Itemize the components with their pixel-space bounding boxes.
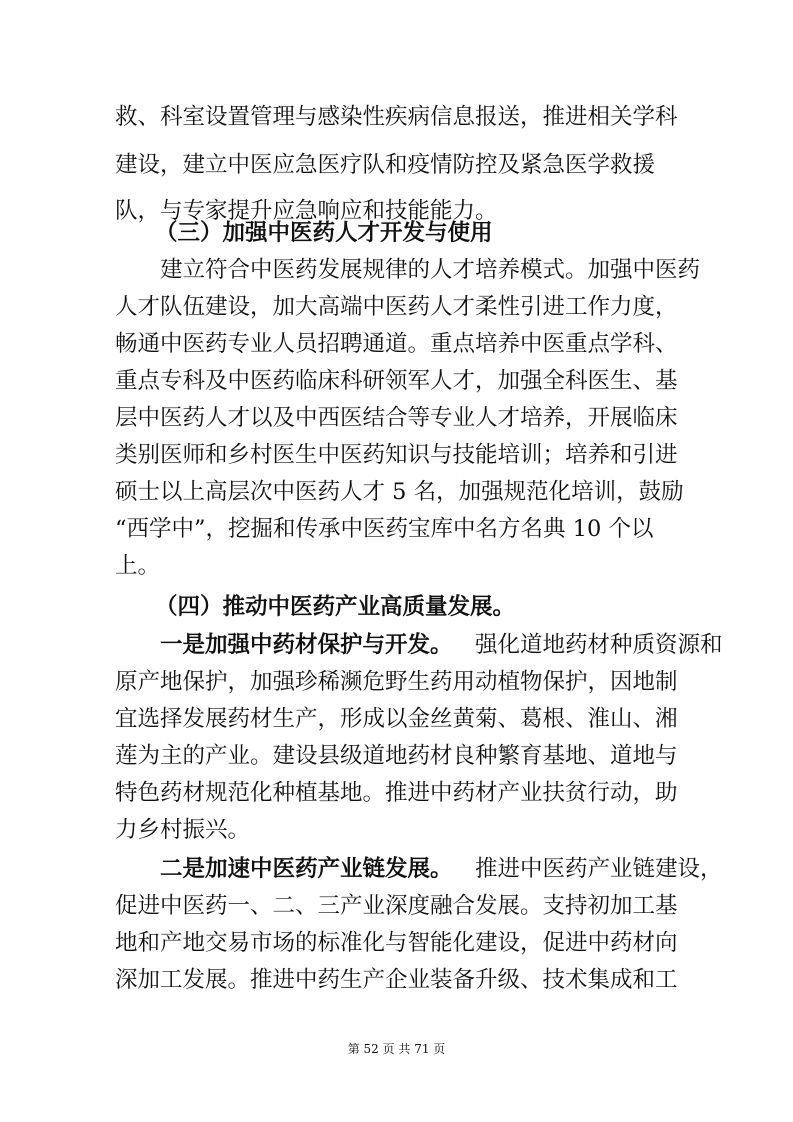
paragraph-2-first-line: 二是加速中医药产业链发展。 推进中医药产业链建设， <box>0 850 793 888</box>
body-text-line: 促进中医药一、二、三产业深度融合发展。支持初加工基 <box>115 893 678 919</box>
body-text-line: 特色药材规范化种植基地。推进中药材产业扶贫行动，助 <box>115 780 678 806</box>
body-text-line: 层中医药人才以及中西医结合等专业人才培养，开展临床 <box>115 405 678 431</box>
body-text-line: 人才队伍建设，加大高端中医药人才柔性引进工作力度， <box>115 294 678 320</box>
body-text-line: 地和产地交易市场的标准化与智能化建设，促进中药材向 <box>115 930 678 956</box>
body-text-line: 深加工发展。推进中药生产企业装备升级、技术集成和工 <box>115 967 678 993</box>
section-heading-3: （三）加强中医药人才开发与使用 <box>155 220 493 246</box>
body-text-line: 宜选择发展药材生产，形成以金丝黄菊、葛根、淮山、湘 <box>115 706 678 732</box>
body-text-line: 队，与专家提升应急响应和技能能力。 <box>115 198 498 224</box>
body-text-line: 重点专科及中医药临床科研领军人才，加强全科医生、基 <box>115 368 678 394</box>
section-heading-4: （四）推动中医药产业高质量发展。 <box>155 594 516 620</box>
body-text-line: 救、科室设置管理与感染性疾病信息报送，推进相关学科 <box>115 104 678 130</box>
paragraph-1-first-line: 一是加强中药材保护与开发。 强化道地药材种质资源和 <box>0 626 793 664</box>
body-text-line: “西学中”，挖掘和传承中医药宝库中名方名典 10 个以 <box>115 516 654 542</box>
page-footer: 第 52 页 共 71 页 <box>347 1042 446 1056</box>
body-text-line: 建立符合中医药发展规律的人才培养模式。加强中医药 <box>160 257 701 283</box>
body-text-line: 类别医师和乡村医生中医药知识与技能培训；培养和引进 <box>115 442 678 468</box>
body-text-line: 建设，建立中医应急医疗队和疫情防控及紧急医学救援 <box>115 152 656 178</box>
body-text-line: 原产地保护，加强珍稀濒危野生药用动植物保护，因地制 <box>115 669 678 695</box>
body-text-line: 硕士以上高层次中医药人才 5 名，加强规范化培训，鼓励 <box>115 479 684 505</box>
body-text-line: 上。 <box>115 553 161 579</box>
body-text-line: 畅通中医药专业人员招聘通道。重点培养中医重点学科、 <box>115 331 678 357</box>
paragraph-lead-bold: 一是加强中药材保护与开发。 <box>160 632 453 658</box>
paragraph-lead-bold: 二是加速中医药产业链发展。 <box>160 856 453 882</box>
body-text-line: 力乡村振兴。 <box>115 817 251 843</box>
body-text-line: 莲为主的产业。建设县级道地药材良种繁育基地、道地与 <box>115 743 678 769</box>
